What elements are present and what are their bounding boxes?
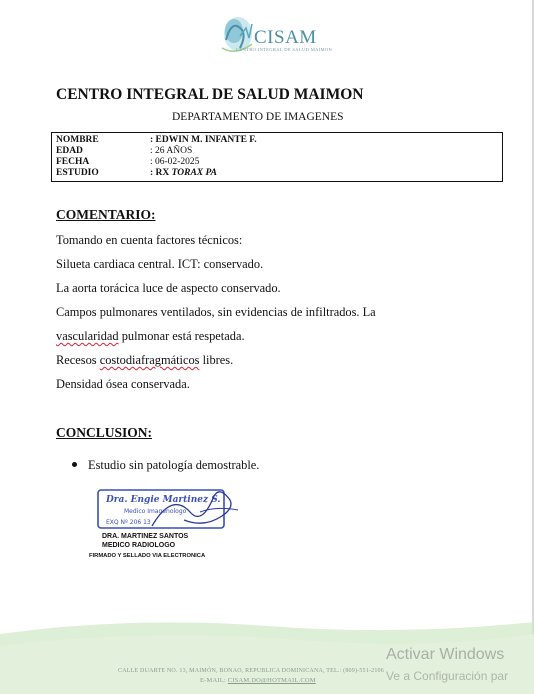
comment-line-3: La aorta torácica luce de aspecto conservado. [56,281,281,295]
date-value: : 06-02-2025 [150,157,200,167]
department-name: DEPARTAMENTO DE IMAGENES [172,111,344,123]
activation-watermark-subtitle[interactable]: Ve a Configuración par [386,669,509,683]
date-label: FECHA [56,157,90,167]
doctor-stamp [92,482,242,534]
age-value: : 26 AÑOS [150,146,193,156]
name-value: : EDWIN M. INFANTE F. [150,135,257,145]
doctor-title: MEDICO RADIOLOGO [102,542,176,549]
comment-line-6 [56,353,233,368]
comment-line-5-rest: pulmonar está respetada. [118,329,245,343]
document-title: CENTRO INTEGRAL DE SALUD MAIMON [56,86,364,103]
svg-text:Dra. Engie Martinez S.: Dra. Engie Martinez S. [106,495,221,505]
comment-line-6-start: Recesos [56,353,100,367]
svg-text:Medico Imagenologo: Medico Imagenologo [124,508,187,515]
logo-tagline: CENTRO INTEGRAL DE SALUD MAIMON [236,47,333,52]
comment-line-4: Campos pulmonares ventilados, sin evidencias de infiltrados. La [56,305,376,319]
study-value-wrap [150,168,217,179]
conclusion-heading: CONCLUSION: [56,425,153,440]
conclusion-item: Estudio sin patología demostrable. [88,458,260,472]
comment-line-2: Silueta cardiaca central. ICT: conservado. [56,257,264,271]
activation-watermark-title: Activar Windows [386,646,505,663]
comment-line-7: Densidad ósea conservada. [56,377,190,391]
footer-email-value[interactable]: CISAM.DO@HOTMAIL.COM [227,677,316,684]
study-prefix: : RX [150,168,170,178]
footer-email [200,677,316,684]
comment-line-5-flagged: vascularidad [56,329,119,343]
comment-line-6-flagged: costodiafragmáticos [99,353,200,367]
patient-info-box [51,132,503,182]
svg-text:EXQ Nº 206 13: EXQ Nº 206 13 [106,519,151,526]
comment-heading: COMENTARIO: [56,207,156,222]
bullet-icon [72,462,77,467]
footer-email-label: E-MAIL: [200,677,226,684]
age-label: EDAD [56,146,83,156]
logo-word: CISAM [254,27,317,48]
doctor-name: DRA. MARTINEZ SANTOS [102,533,189,540]
footer-address: CALLE DUARTE NO. 13, MAIMÓN, BONAO, REPUBLICA DOMINICANA, TEL.: (809)-551-2106 [118,668,384,674]
name-label: NOMBRE [56,135,99,145]
comment-line-1: Tomando en cuenta factores técnicos: [56,233,243,247]
comment-line-6-end: libres. [199,353,234,367]
study-label: ESTUDIO [56,168,99,178]
study-value: TORAX PA [171,168,217,178]
comment-line-5 [56,329,245,344]
signature-note: FIRMADO Y SELLADO VIA ELECTRONICA [89,553,206,559]
